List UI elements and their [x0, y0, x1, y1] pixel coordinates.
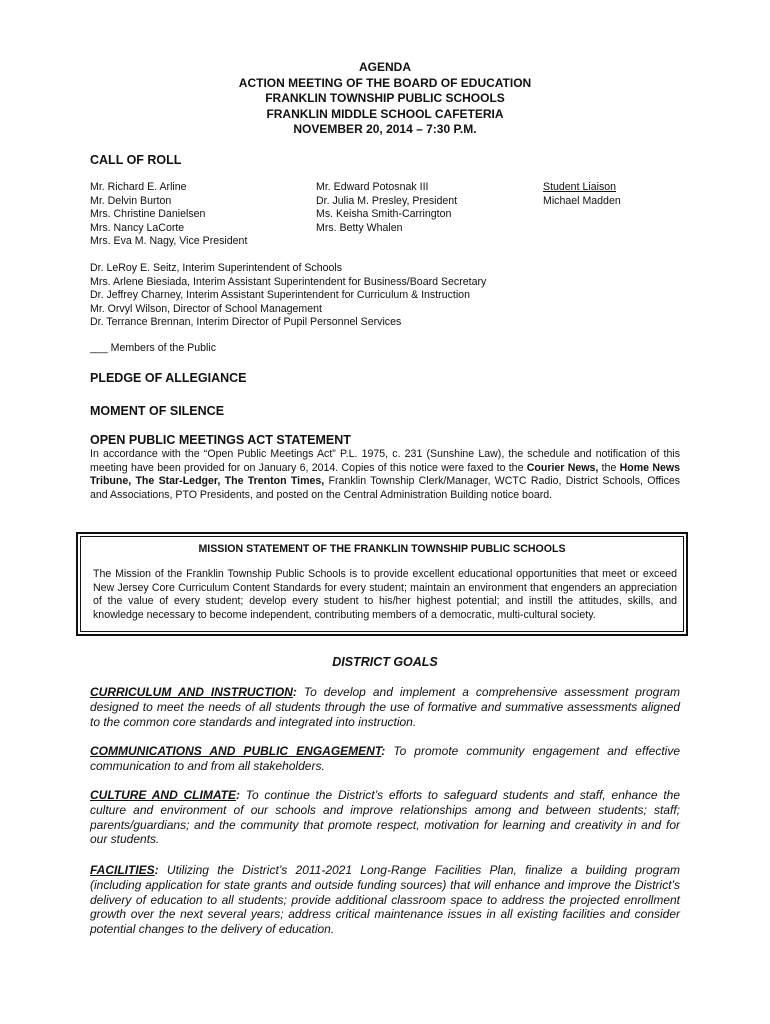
newspaper-name: Courier News,	[526, 461, 599, 474]
header-agenda: AGENDA	[358, 60, 411, 74]
goal-title: COMMUNICATIONS AND PUBLIC ENGAGEMENT	[90, 744, 382, 758]
roll-member: Ms. Keisha Smith-Carrington	[316, 208, 452, 221]
header-district: FRANKLIN TOWNSHIP PUBLIC SCHOOLS	[265, 91, 505, 105]
header-meeting-title: ACTION MEETING OF THE BOARD OF EDUCATION	[238, 75, 532, 90]
roll-member: Mrs. Betty Whalen	[316, 221, 403, 234]
opma-heading: OPEN PUBLIC MEETINGS ACT STATEMENT	[90, 433, 351, 447]
goal-curriculum: CURRICULUM AND INSTRUCTION: To develop and implement a comprehensive assessment program designed to meet the needs of all students through the use of formative and summative assessments aligned to the common core standards and integrated into instruction.	[90, 685, 680, 729]
roll-member: Mrs. Nancy LaCorte	[90, 221, 185, 234]
opma-statement: In accordance with the “Open Public Meetings Act” P.L. 1975, c. 231 (Sunshine Law), the schedule and notification of this meeting have been provided for on January 6, 2014. Copies of this notice were faxed to the Courier News, the Home News Tribune, The Star-Ledger, The Trenton Times, Franklin Township Clerk/Manager, WCTC Radio, District Schools, Offices and Associations, PTO Presidents, and posted on the Central Administration Building notice board.	[90, 448, 681, 501]
administrator: Dr. Jeffrey Charney, Interim Assistant Superintendent for Curriculum & Instruction	[90, 289, 470, 302]
goal-text: To promote community engagement and effective communication to and from all stakeholders.	[90, 744, 680, 773]
student-liaison-title: Student Liaison	[543, 181, 617, 193]
roll-member: Mr. Richard E. Arline	[90, 181, 187, 193]
header-location: FRANKLIN MIDDLE SCHOOL CAFETERIA	[266, 106, 504, 121]
mission-title: MISSION STATEMENT OF THE FRANKLIN TOWNSHIP PUBLIC SCHOOLS	[198, 543, 566, 555]
administrator: Dr. LeRoy E. Seitz, Interim Superintendent of Schools	[90, 262, 343, 274]
administrator: Mrs. Arlene Biesiada, Interim Assistant Superintendent for Business/Board Secretary	[90, 275, 487, 288]
mission-statement-box	[76, 532, 688, 636]
roll-member: Dr. Julia M. Presley, President	[316, 194, 458, 207]
members-of-public-line: ___ Members of the Public	[90, 342, 217, 354]
roll-column-2	[316, 181, 457, 235]
call-of-roll-heading: CALL OF ROLL	[90, 153, 182, 167]
student-liaison-name: Michael Madden	[543, 194, 621, 207]
goal-culture: CULTURE AND CLIMATE: To continue the District’s efforts to safeguard students and staff, enhance the culture and environment of our schools and improve relationships among and between students; staff; parents/guardians; and the community that promote respect, motivation for learning and creativity in and for our students.	[90, 788, 681, 847]
roll-member: Mr. Delvin Burton	[90, 194, 172, 207]
student-liaison-column	[543, 181, 621, 208]
administrator: Dr. Terrance Brennan, Interim Director of Pupil Personnel Services	[90, 316, 402, 329]
goal-title: CULTURE AND CLIMATE	[90, 788, 236, 802]
goal-title: CURRICULUM AND INSTRUCTION	[90, 685, 293, 699]
roll-member: Mrs. Christine Danielsen	[90, 208, 206, 221]
roll-member: Mrs. Eva M. Nagy, Vice President	[90, 235, 248, 248]
goal-text: Utilizing the District’s 2011-2021 Long-Range Facilities Plan, finalize a building program (including application for state grants and outside funding sources) that will enhance and improve the District’s delivery of education to all students; provide additional classroom space to address the projected enrollment growth over the next several years; address critical maintenance issues in all existing facilities and consider potential changes to the delivery of education.	[90, 863, 680, 937]
roll-member: Mr. Edward Potosnak III	[316, 181, 429, 193]
administrator: Mr. Orvyl Wilson, Director of School Management	[90, 302, 322, 315]
newspaper-names: Home News Tribune, The Star-Ledger, The Trenton Times,	[90, 461, 680, 488]
goal-title: FACILITIES	[90, 863, 155, 877]
goal-text: To continue the District’s efforts to safeguard students and staff, enhance the culture and environment of our schools and improve relationships among and between students; staff; parents/guardians; and the community that promote respect, motivation for learning and creativity in and for our students.	[90, 788, 681, 847]
header-date-time: NOVEMBER 20, 2014 – 7:30 P.M.	[293, 122, 477, 136]
moment-of-silence-heading: MOMENT OF SILENCE	[90, 404, 225, 418]
mission-box-inner-border	[80, 536, 684, 632]
roll-column-1	[90, 181, 247, 249]
mission-text: The Mission of the Franklin Township Public Schools is to provide excellent educational opportunities that meet or exceed New Jersey Core Curriculum Content Standards for every student; maintain an environment that engenders an appreciation of the value of every student; develop every student to his/her highest potential; and instill the attitudes, skills, and knowledge necessary to become independent, contributing members of a democratic, multi-cultural society.	[93, 568, 677, 622]
agenda-header	[0, 60, 770, 138]
pledge-heading: PLEDGE OF ALLEGIANCE	[90, 371, 247, 385]
goal-communications: COMMUNICATIONS AND PUBLIC ENGAGEMENT: To promote community engagement and effective communication to and from all stakeholders.	[90, 744, 680, 773]
administrators-list	[90, 262, 486, 330]
goal-facilities: FACILITIES: Utilizing the District’s 2011-2021 Long-Range Facilities Plan, finalize a building program (including application for state grants and outside funding sources) that will enhance and improve the District’s delivery of education to all students; provide additional classroom space to address the projected enrollment growth over the next several years; address critical maintenance issues in all existing facilities and consider potential changes to the delivery of education.	[90, 863, 680, 937]
goal-text: To develop and implement a comprehensive assessment program designed to meet the needs of all students through the use of formative and summative assessments aligned to the common core standards and integrated into instruction.	[90, 685, 680, 729]
district-goals-heading: DISTRICT GOALS	[332, 655, 438, 669]
